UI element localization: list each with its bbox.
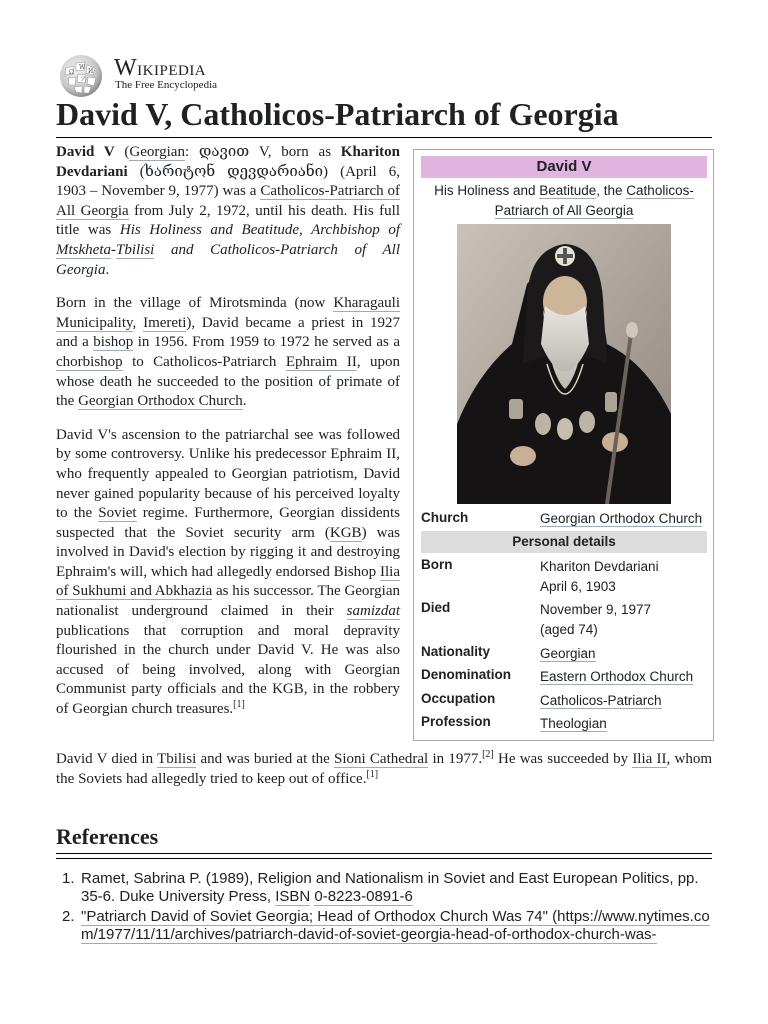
link-sioni-cathedral[interactable]: Sioni Cathedral bbox=[334, 751, 429, 767]
link-bishop[interactable]: bishop bbox=[93, 334, 134, 351]
text: publications that corruption and moral depravity flourished in the church under David V. He was also accused of being involved, along with Georgian Communist party officials and the KGB, in the robbery of Georgian church treasures. bbox=[56, 622, 400, 718]
text: ), David became a priest in 1927 and a bbox=[56, 314, 400, 351]
text: and was buried at the bbox=[196, 751, 335, 767]
text: from July 2, 1972, until his death. His full title was bbox=[56, 202, 400, 239]
link-samizdat[interactable]: samizdat bbox=[346, 603, 400, 620]
text: in 1956. From 1959 to 1972 he served as a bbox=[133, 334, 400, 351]
link-tbilisi-2[interactable]: Tbilisi bbox=[157, 751, 197, 767]
link-soviet[interactable]: Soviet bbox=[98, 505, 137, 522]
paragraph-death bbox=[56, 750, 712, 789]
personal-details-header: Personal details bbox=[421, 531, 707, 553]
text: : დავით V, born as bbox=[184, 144, 341, 160]
profession-label: Profession bbox=[421, 714, 491, 729]
svg-text:W: W bbox=[79, 64, 86, 71]
link-catholicos-patriarch-caption[interactable]: Catholicos-Patriarch of All Georgia bbox=[494, 183, 694, 218]
born-label: Born bbox=[421, 557, 453, 572]
text: to Catholicos-Patriarch bbox=[122, 353, 286, 370]
church-label: Church bbox=[421, 510, 469, 525]
denomination-label: Denomination bbox=[421, 667, 511, 682]
infobox-title: David V bbox=[421, 156, 707, 178]
text: , whom the Soviets had allegedly tried to keep out of office. bbox=[56, 751, 712, 787]
text: , bbox=[132, 314, 144, 331]
svg-text:И: И bbox=[88, 68, 94, 75]
paragraph-intro bbox=[56, 143, 400, 280]
citation-1b[interactable]: [1] bbox=[366, 768, 379, 780]
link-chorbishop[interactable]: chorbishop bbox=[56, 353, 123, 370]
references-list bbox=[56, 870, 712, 946]
wikipedia-globe-icon[interactable] bbox=[56, 54, 106, 98]
link-occupation[interactable]: Catholicos-Patriarch bbox=[540, 693, 662, 708]
link-nationality[interactable]: Georgian bbox=[540, 646, 596, 661]
svg-text:Ω: Ω bbox=[69, 69, 74, 76]
text: (ხარიტონ დევდარიანი) (April 6, 1903 – November 9, 1977) was a bbox=[56, 163, 400, 200]
died-date: November 9, 1977 bbox=[540, 602, 652, 617]
reference-number: 2. bbox=[62, 908, 75, 925]
text: Born in the village of Mirotsminda (now bbox=[56, 295, 334, 312]
infobox-caption bbox=[420, 181, 708, 220]
link-isbn-number[interactable]: 0-8223-0891-6 bbox=[314, 888, 413, 905]
text: , upon whose death he succeeded to the position of primate of the bbox=[56, 353, 401, 410]
text: ( bbox=[114, 144, 130, 160]
text: His Holiness and bbox=[434, 183, 540, 198]
text: , the bbox=[596, 183, 627, 198]
reference-item bbox=[62, 870, 712, 906]
full-title-text: His Holiness and Beatitude, Archbishop of bbox=[119, 222, 400, 239]
died-label: Died bbox=[421, 600, 451, 615]
birth-name: Khariton Devdariani bbox=[56, 144, 400, 180]
subject-name: David V bbox=[56, 144, 115, 160]
link-isbn[interactable]: ISBN bbox=[275, 888, 311, 905]
wordmark[interactable]: Wikipedia bbox=[114, 55, 207, 81]
infobox bbox=[413, 149, 714, 741]
page-title: David V, Catholicos-Patriarch of Georgia bbox=[56, 96, 619, 132]
references-divider bbox=[56, 853, 712, 854]
references-heading: References bbox=[56, 824, 159, 849]
link-ilia-of-sukhumi[interactable]: Ilia of Sukhumi and Abkhazia bbox=[56, 563, 400, 600]
citation-2[interactable]: [2] bbox=[482, 749, 494, 760]
link-reference-nytimes[interactable]: "Patriarch David of Soviet Georgia; Head of Orthodox Church Was 74" (https://www.nytimes.com/1977/11/11/archives/patriarch-david-of-soviet-georgia-head-of-orthodox-church-was- bbox=[81, 908, 710, 943]
text: . bbox=[242, 393, 247, 410]
link-denomination[interactable]: Eastern Orthodox Church bbox=[540, 669, 694, 684]
link-kgb[interactable]: KGB bbox=[329, 524, 362, 541]
link-imereti[interactable]: Imereti bbox=[143, 314, 187, 331]
text: David V died in bbox=[56, 751, 158, 767]
link-kharagauli[interactable]: Kharagauli Municipality bbox=[56, 295, 400, 331]
link-georgian[interactable]: Georgian bbox=[129, 144, 185, 160]
link-church-value[interactable]: Georgian Orthodox Church bbox=[540, 511, 703, 526]
link-tbilisi[interactable]: Tbilisi bbox=[115, 241, 155, 258]
text: David V's ascension to the patriarchal see was followed by some controversy. Unlike his predecessor Ephraim II, who frequently appealed to Georgian patriotism, David never gained popularity because of his perceived loyalty to the bbox=[56, 426, 400, 522]
occupation-label: Occupation bbox=[421, 691, 496, 706]
link-catholicos-patriarch[interactable]: Catholicos-Patriarch of All Georgia bbox=[56, 183, 400, 219]
text: ) was involved in David's election by rigging it and destroying Ephraim's will, which had allegedly endorsed Bishop bbox=[56, 524, 400, 580]
full-title-text: and Catholicos-Patriarch of All Georgia bbox=[56, 241, 400, 278]
link-beatitude[interactable]: Beatitude bbox=[539, 183, 597, 198]
references-divider-2 bbox=[56, 858, 712, 859]
text: as his successor. The Georgian nationalist underground claimed in their bbox=[56, 583, 400, 620]
svg-text:ア: ア bbox=[80, 76, 87, 83]
text: . bbox=[105, 261, 110, 278]
died-age: (aged 74) bbox=[540, 622, 598, 637]
reference-number: 1. bbox=[62, 870, 75, 887]
portrait-photo[interactable] bbox=[457, 224, 671, 504]
nationality-label: Nationality bbox=[421, 644, 491, 659]
link-georgian-orthodox-church[interactable]: Georgian Orthodox Church bbox=[78, 393, 243, 410]
text: in 1977. bbox=[428, 751, 483, 767]
born-name: Khariton Devdariani bbox=[540, 559, 659, 574]
citation-1[interactable]: [1] bbox=[233, 699, 245, 711]
link-ephraim-ii[interactable]: Ephraim II bbox=[285, 353, 357, 370]
paragraph-controversy bbox=[56, 426, 400, 720]
article-body bbox=[56, 143, 400, 734]
text: He was succeeded by bbox=[493, 751, 633, 767]
paragraph-early-life bbox=[56, 294, 400, 412]
title-divider bbox=[56, 137, 712, 138]
text: regime. Furthermore, Georgian dissidents suspected that the Soviet security arm ( bbox=[56, 505, 400, 541]
born-date: April 6, 1903 bbox=[540, 579, 616, 594]
tagline: The Free Encyclopedia bbox=[115, 79, 218, 91]
link-profession[interactable]: Theologian bbox=[540, 716, 607, 731]
link-ilia-ii[interactable]: Ilia II bbox=[632, 751, 667, 767]
reference-item bbox=[62, 908, 712, 944]
text: - bbox=[110, 241, 116, 258]
link-mtskheta[interactable]: Mtskheta bbox=[56, 241, 111, 258]
wordmark-text: ikipedia bbox=[137, 55, 207, 80]
reference-text: Ramet, Sabrina P. (1989), Religion and Nationalism in Soviet and East European Politics, pp. 35-6. Duke University Press, bbox=[81, 870, 699, 905]
